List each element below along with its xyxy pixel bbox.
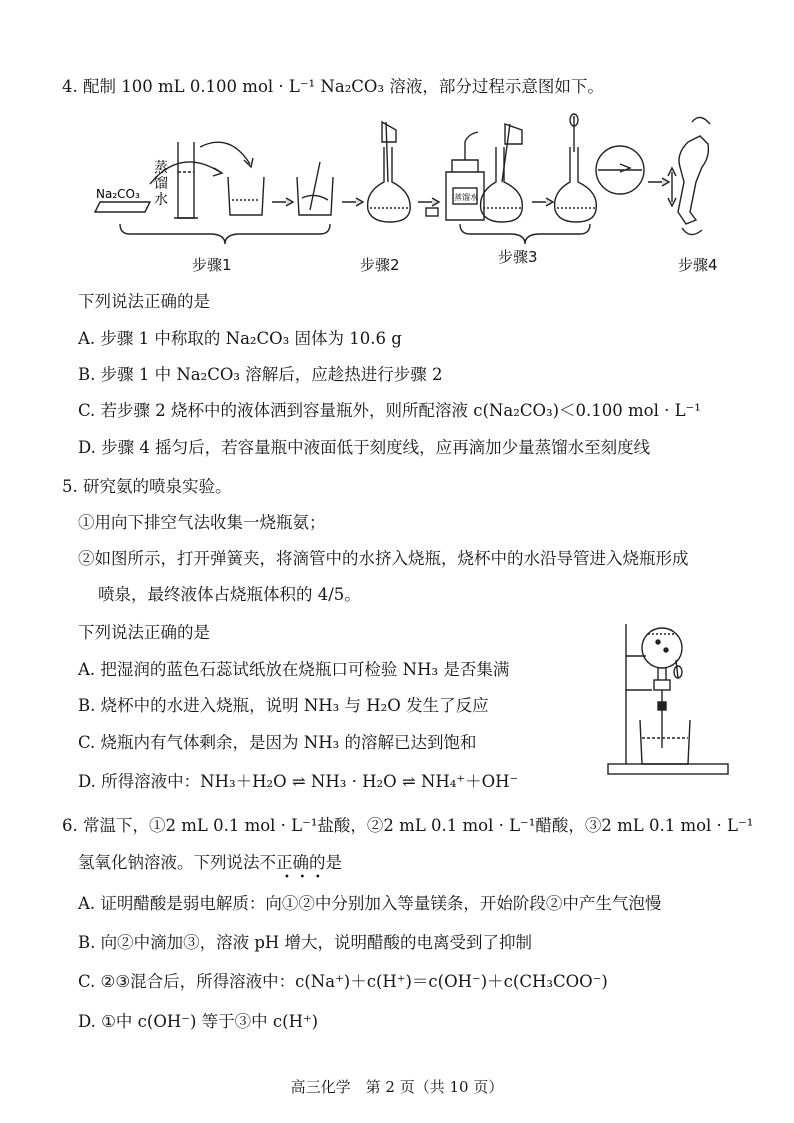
bottle-label: 蒸馏水 bbox=[454, 193, 478, 202]
na2co3-label: Na₂CO₃ bbox=[96, 187, 140, 201]
q6-option-a: A. 证明醋酸是弱电解质：向①②中分别加入等量镁条，开始阶段②中产生气泡慢 bbox=[78, 894, 662, 913]
shaking-flask-icon bbox=[678, 136, 708, 224]
q4-option-b: B. 步骤 1 中 Na₂CO₃ 溶解后，应趁热进行步骤 2 bbox=[78, 365, 443, 384]
q4-procedure-figure bbox=[90, 112, 740, 272]
step2-label: 步骤2 bbox=[360, 256, 400, 274]
q6-option-c: C. ②③混合后，所得溶液中：c(Na⁺)＋c(H⁺)＝c(OH⁻)＋c(CH₃COO⁻) bbox=[78, 972, 608, 991]
emphasis-dots: • • • bbox=[284, 872, 321, 883]
water-beaker-icon bbox=[640, 720, 690, 764]
q6-stem-1: 6. 常温下，①2 mL 0.1 mol · L⁻¹盐酸，②2 mL 0.1 mol · L⁻¹醋酸，③2 mL 0.1 mol · L⁻¹ bbox=[62, 816, 754, 835]
q5-item-1: ①用向下排空气法收集一烧瓶氨； bbox=[78, 513, 326, 532]
q5-item-2: ②如图所示，打开弹簧夹，将滴管中的水挤入烧瓶，烧杯中的水沿导管进入烧瓶形成 bbox=[78, 549, 689, 568]
pouring-beaker-icon bbox=[382, 122, 396, 142]
step1-label: 步骤1 bbox=[192, 256, 232, 274]
q4-option-c: C. 若步骤 2 烧杯中的液体洒到容量瓶外，则所配溶液 c(Na₂CO₃)＜0.100 mol · L⁻¹ bbox=[78, 401, 701, 420]
q4-prompt: 下列说法正确的是 bbox=[78, 292, 210, 311]
q5-item-2-cont: 喷泉，最终液体占烧瓶体积的 4/5。 bbox=[98, 585, 361, 604]
q5-option-b: B. 烧杯中的水进入烧瓶，说明 NH₃ 与 H₂O 发生了反应 bbox=[78, 696, 489, 715]
q5-stem: 5. 研究氨的喷泉实验。 bbox=[62, 477, 232, 496]
fountain-apparatus-figure bbox=[606, 620, 736, 780]
q4-option-d: D. 步骤 4 摇匀后，若容量瓶中液面低于刻度线，应再滴加少量蒸馏水至刻度线 bbox=[78, 438, 651, 457]
step3-bracket bbox=[460, 224, 590, 244]
step4-label: 步骤4 bbox=[678, 256, 718, 274]
water-label-3: 水 bbox=[154, 192, 168, 208]
q6-stem-2: 氢氧化钠溶液。下列说法不正确的是 bbox=[78, 853, 342, 872]
graduated-cylinder-icon bbox=[178, 142, 194, 218]
q5-option-a: A. 把湿润的蓝色石蕊试纸放在烧瓶口可检验 NH₃ 是否集满 bbox=[78, 660, 510, 679]
spring-clamp-icon bbox=[658, 702, 666, 710]
page-footer: 高三化学 第 2 页（共 10 页） bbox=[290, 1078, 504, 1096]
q4-option-a: A. 步骤 1 中称取的 Na₂CO₃ 固体为 10.6 g bbox=[78, 329, 402, 348]
beaker-icon bbox=[228, 177, 264, 215]
water-label-2: 馏 bbox=[154, 176, 168, 192]
step3-label: 步骤3 bbox=[498, 248, 538, 266]
iron-stand-base-icon bbox=[608, 764, 728, 774]
weighing-paper-icon bbox=[95, 202, 150, 212]
q6-option-b: B. 向②中滴加③，溶液 pH 增大，说明醋酸的电离受到了抑制 bbox=[78, 933, 533, 952]
stopper-icon bbox=[426, 208, 438, 216]
q4-stem: 4. 配制 100 mL 0.100 mol · L⁻¹ Na₂CO₃ 溶液，部分过程示意图如下。 bbox=[62, 77, 604, 96]
step1-bracket bbox=[120, 224, 330, 244]
q5-option-d: D. 所得溶液中：NH₃＋H₂O ⇌ NH₃ · H₂O ⇌ NH₄⁺＋OH⁻ bbox=[78, 772, 519, 791]
q6-option-d: D. ①中 c(OH⁻) 等于③中 c(H⁺) bbox=[78, 1012, 319, 1031]
water-label-1: 蒸 bbox=[154, 160, 168, 176]
q5-prompt: 下列说法正确的是 bbox=[78, 623, 210, 642]
stopper-icon bbox=[654, 680, 670, 690]
q5-option-c: C. 烧瓶内有气体剩余，是因为 NH₃ 的溶解已达到饱和 bbox=[78, 733, 477, 752]
volumetric-flask-icon bbox=[368, 147, 411, 222]
